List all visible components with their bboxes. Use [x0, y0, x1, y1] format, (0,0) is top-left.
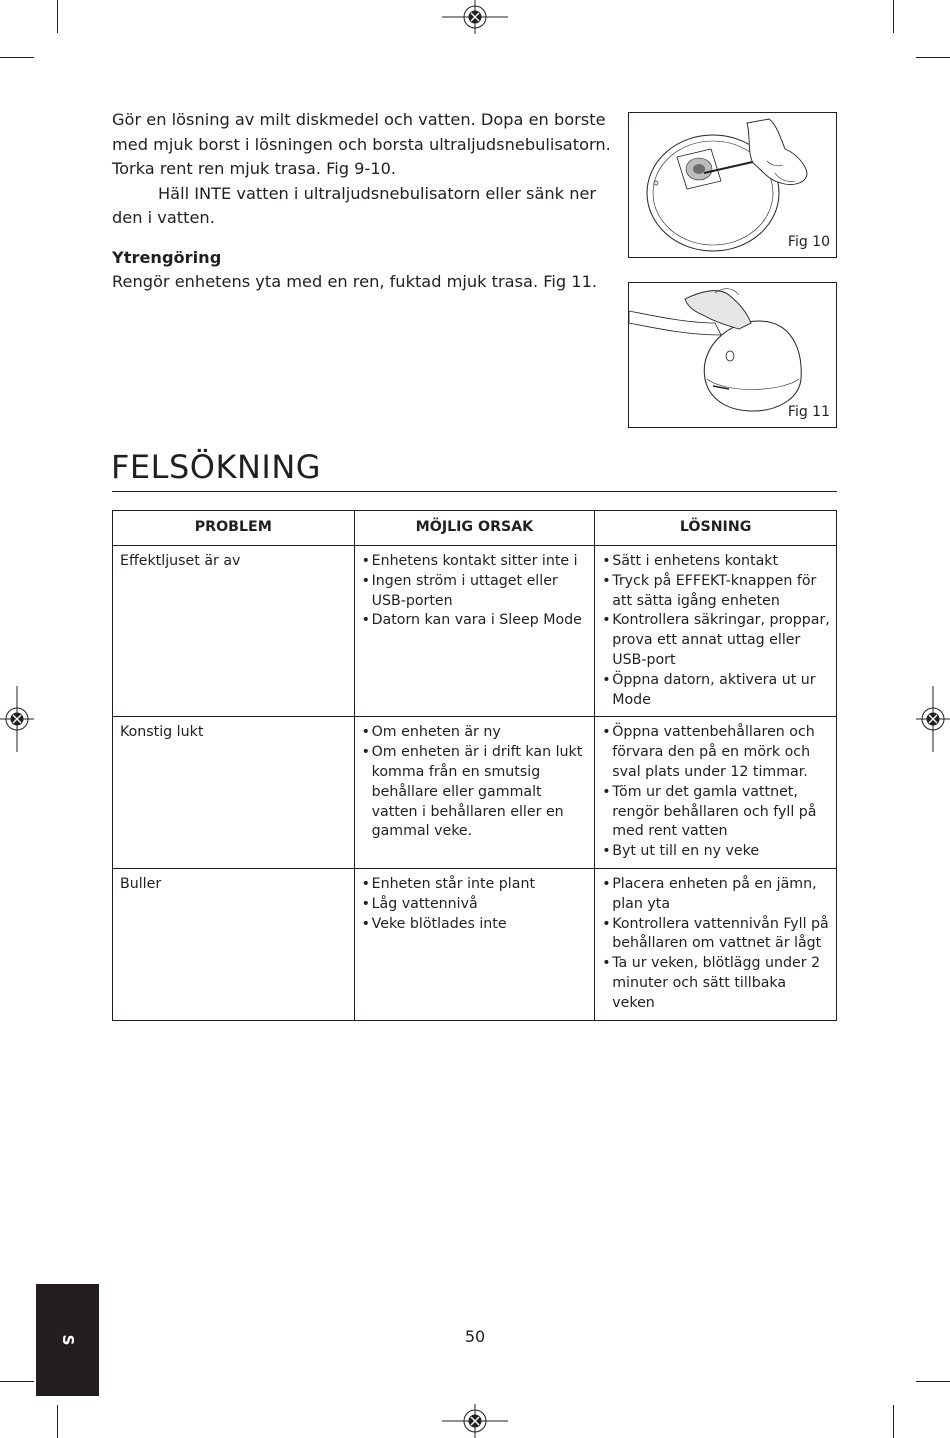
- crop-mark: [893, 1405, 894, 1438]
- list-item: • Enhetens kontakt sitter inte i: [362, 552, 589, 572]
- registration-mark-icon: [440, 1402, 510, 1438]
- title-underline: [112, 491, 837, 492]
- cleaning-instructions: [112, 108, 622, 294]
- language-tab-label: S: [58, 1334, 77, 1346]
- list-item: • Datorn kan vara i Sleep Mode: [362, 611, 589, 631]
- exterior-cleaning-heading: Ytrengöring: [112, 247, 222, 267]
- troubleshooting-title: FELSÖKNING: [111, 448, 322, 486]
- list-item: • Veke blötlades inte: [362, 915, 589, 935]
- problem-text: Konstig lukt: [120, 724, 204, 741]
- list-item: • Låg vattennivå: [362, 895, 589, 915]
- solution-cell: [595, 868, 837, 1020]
- header-problem: PROBLEM: [113, 511, 355, 546]
- problem-text: Buller: [120, 875, 162, 892]
- list-item: • Öppna vattenbehållaren och förvara den på en mörk och sval plats under 12 timmar.: [602, 723, 830, 782]
- crop-mark: [57, 0, 58, 33]
- crop-mark: [0, 1381, 34, 1382]
- crop-mark: [916, 1381, 950, 1382]
- figure-11-caption: Fig 11: [787, 404, 830, 420]
- cleaning-paragraph: Gör en lösning av milt diskmedel och vatten. Dopa en borste med mjuk borst i lösningen och borsta ultraljudsnebulisatorn. Torka rent ren mjuk trasa. Fig 9-10.: [112, 110, 611, 178]
- table-row: [113, 717, 837, 869]
- list-item: • Om enheten är i drift kan lukt komma från en smutsig behållare eller gammalt vatten i behållaren eller en gammal veke.: [362, 743, 589, 842]
- list-item: • Enheten står inte plant: [362, 875, 589, 895]
- figure-11: [628, 282, 837, 428]
- figure-10-caption: Fig 10: [787, 234, 830, 250]
- list-item: • Kontrollera vattennivån Fyll på behållaren om vattnet är lågt: [602, 915, 830, 955]
- solution-cell: [595, 546, 837, 717]
- exterior-cleaning-paragraph: Rengör enhetens yta med en ren, fuktad mjuk trasa. Fig 11.: [112, 271, 598, 291]
- problem-cell: [113, 717, 355, 869]
- crop-mark: [0, 57, 34, 58]
- list-item: • Byt ut till en ny veke: [602, 842, 830, 862]
- cause-cell: [354, 717, 595, 869]
- cause-cell: [354, 868, 595, 1020]
- registration-mark-icon: [914, 684, 950, 754]
- list-item: • Ta ur veken, blötlägg under 2 minuter och sätt tillbaka veken: [602, 954, 830, 1013]
- list-item: • Sätt i enhetens kontakt: [602, 552, 830, 572]
- crop-mark: [893, 0, 894, 33]
- solution-cell: [595, 717, 837, 869]
- problem-text: Effektljuset är av: [120, 553, 241, 569]
- list-item: • Töm ur det gamla vattnet, rengör behållaren och fyll på med rent vatten: [602, 783, 830, 842]
- table-header-row: [113, 511, 837, 546]
- table-row: [113, 546, 837, 717]
- list-item: • Öppna datorn, aktivera ut ur Mode: [602, 671, 830, 711]
- list-item: • Placera enheten på en jämn, plan yta: [602, 875, 830, 915]
- list-item: • Ingen ström i uttaget eller USB-porten: [362, 572, 589, 612]
- header-solution: LÖSNING: [595, 511, 837, 546]
- header-possible-cause: MÖJLIG ORSAK: [354, 511, 595, 546]
- list-item: • Kontrollera säkringar, proppar, prova ett annat uttag eller USB-port: [602, 611, 830, 670]
- crop-mark: [916, 57, 950, 58]
- table-row: [113, 868, 837, 1020]
- figure-10: [628, 112, 837, 258]
- problem-cell: [113, 546, 355, 717]
- registration-mark-icon: [440, 0, 510, 36]
- list-item: • Om enheten är ny: [362, 723, 589, 743]
- problem-cell: [113, 868, 355, 1020]
- registration-mark-icon: [0, 684, 36, 754]
- troubleshooting-table: [112, 510, 837, 1021]
- warning-paragraph: Häll INTE vatten i ultraljudsnebulisatorn eller sänk ner den i vatten.: [112, 183, 597, 227]
- list-item: • Tryck på EFFEKT-knappen för att sätta igång enheten: [602, 572, 830, 612]
- page-number: 50: [464, 1327, 486, 1346]
- crop-mark: [57, 1405, 58, 1438]
- cause-cell: [354, 546, 595, 717]
